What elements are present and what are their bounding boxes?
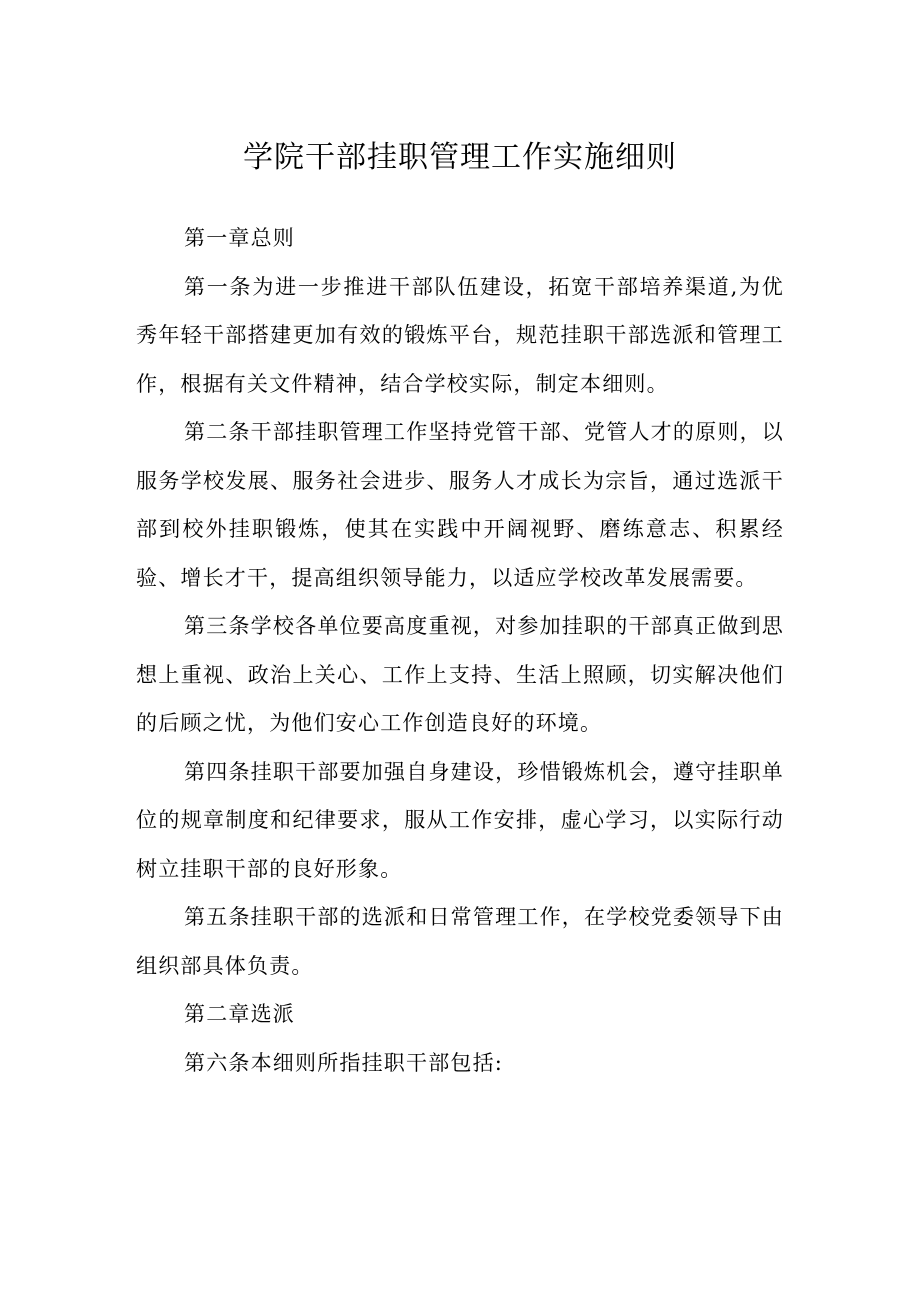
- article-paragraph: 第六条本细则所指挂职干部包括:: [184, 1050, 504, 1075]
- article-paragraph: 第二条干部挂职管理工作坚持党管干部、党管人才的原则，以服务学校发展、服务社会进步、服务人才成长为宗旨，通过选派干部到校外挂职锻炼，使其在实践中开阔视野、磨练意志、积累经验、增长才干，提高组织领导能力，以适应学校改革发展需要。: [136, 420, 784, 590]
- article-paragraph: 第五条挂职干部的选派和日常管理工作，在学校党委领导下由组织部具体负责。: [136, 905, 784, 978]
- article-paragraph: 第三条学校各单位要高度重视，对参加挂职的干部真正做到思想上重视、政治上关心、工作上支持、生活上照顾，切实解决他们的后顾之忧，为他们安心工作创造良好的环境。: [136, 614, 784, 735]
- chapter-heading: 第一章总则: [184, 226, 295, 250]
- document-body: [136, 214, 784, 1087]
- article-paragraph: 第四条挂职干部要加强自身建设，珍惜锻炼机会，遵守挂职单位的规章制度和纪律要求，服从工作安排，虚心学习，以实际行动树立挂职干部的良好形象。: [136, 759, 784, 881]
- chapter-heading: 第二章选派: [184, 1002, 295, 1026]
- article-paragraph: 第一条为进一步推进干部队伍建设，拓宽干部培养渠道,为优秀年轻干部搭建更加有效的锻炼平台，规范挂职干部选派和管理工作，根据有关文件精神，结合学校实际，制定本细则。: [136, 274, 784, 396]
- document-title: 学院干部挂职管理工作实施细则: [243, 140, 677, 175]
